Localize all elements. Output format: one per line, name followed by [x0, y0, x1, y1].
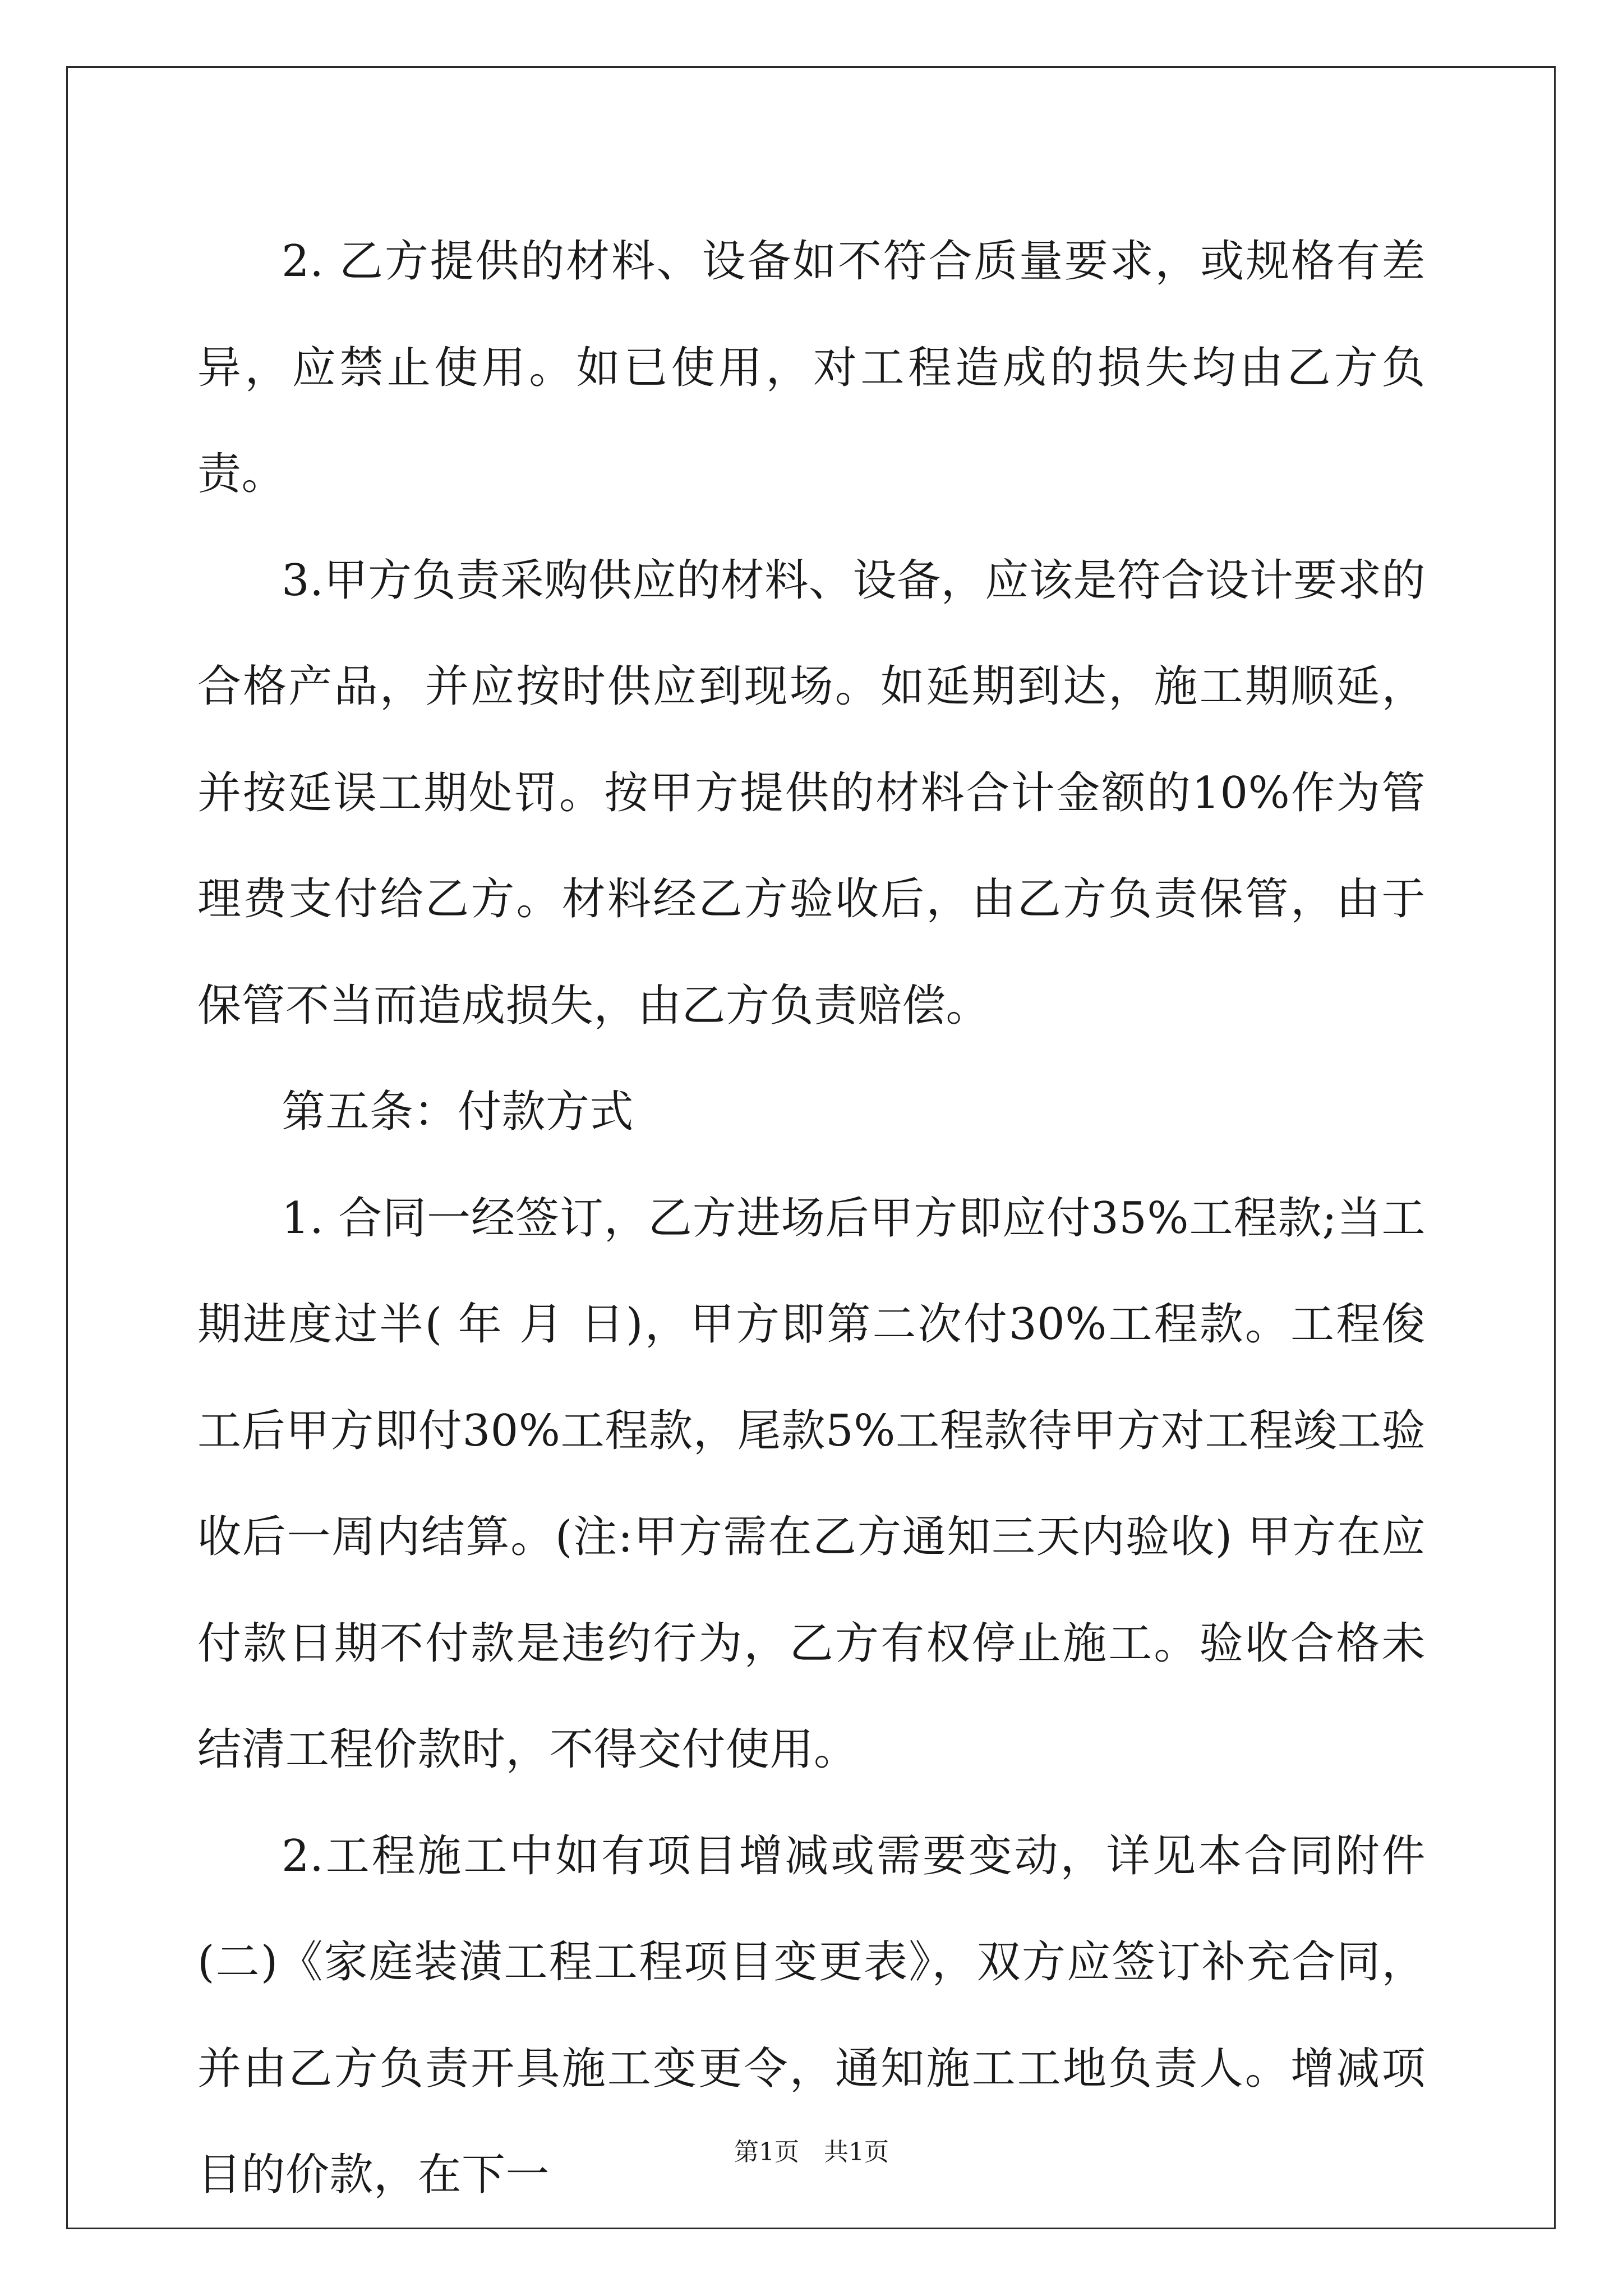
- page-footer: [0, 2132, 1623, 2168]
- paragraph-payment-schedule: 1. 合同一经签订，乙方进场后甲方即应付35%工程款;当工期进度过半( 年 月 日)，甲方即第二次付30%工程款。工程俊工后甲方即付30%工程款，尾款5%工程款待甲方对工程竣工验收后一周内结算。(注:甲方需在乙方通知三天内验收) 甲方在应付款日期不付款是违约行为，乙方有权停止施工。验收合格未结清工程价款时，不得交付使用。: [197, 1193, 1426, 1775]
- page-number-total: 共1页: [824, 2138, 889, 2166]
- paragraph-party-a-supply: 3.甲方负责采购供应的材料、设备，应该是符合设计要求的合格产品，并应按时供应到现场。如延期到达，施工期顺延，并按延误工期处罚。按甲方提供的材料合计金额的10%作为管理费支付给乙方。材料经乙方验收后，由乙方负责保管，由于保管不当而造成损失，由乙方负责赔偿。: [197, 555, 1426, 1031]
- paragraph-material-quality: 2. 乙方提供的材料、设备如不符合质量要求，或规格有差异，应禁止使用。如已使用，对工程造成的损失均由乙方负责。: [197, 236, 1426, 499]
- document-body: [197, 209, 1426, 2229]
- section-heading-payment: 第五条：付款方式: [282, 1087, 634, 1137]
- paragraph-project-changes: 2.工程施工中如有项目增减或需要变动，详见本合同附件(二)《家庭装潢工程工程项目变更表》，双方应签订补充合同，并由乙方负责开具施工变更令，通知施工工地负责人。增减项目的价款，在下一: [197, 1830, 1426, 2200]
- page-number-current: 第1页: [734, 2138, 799, 2166]
